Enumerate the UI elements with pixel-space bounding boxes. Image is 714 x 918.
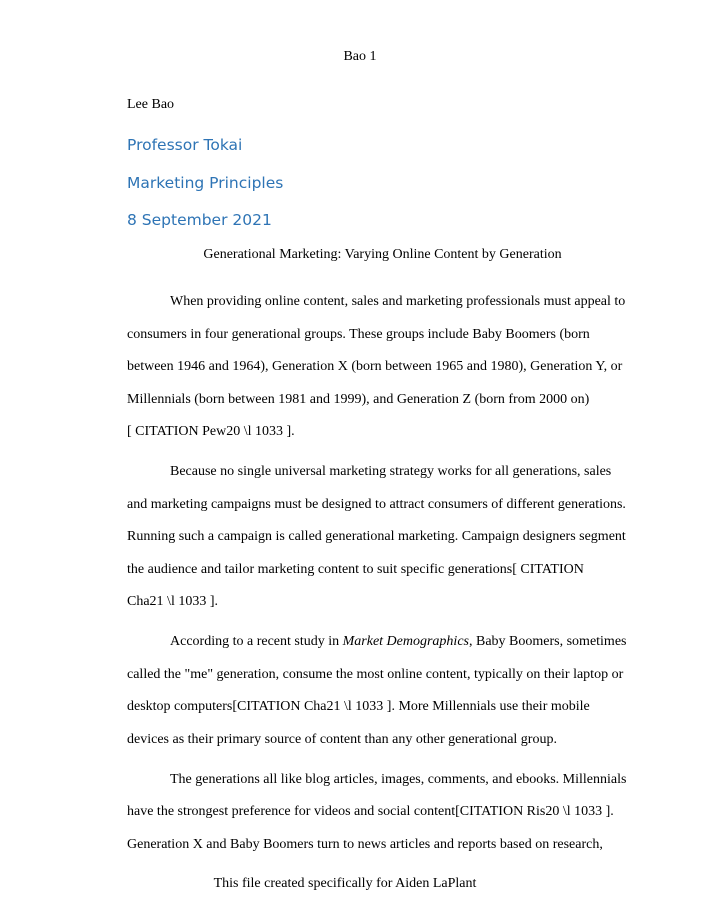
text-line: The generations all like blog articles, images, comments, and ebooks. Millennials bbox=[170, 771, 627, 787]
text-line: the audience and tailor marketing content to suit specific generations[ CITATION bbox=[127, 561, 584, 577]
paragraph-3 bbox=[127, 626, 632, 756]
document-date: 8 September 2021 bbox=[127, 211, 272, 229]
document-title: Generational Marketing: Varying Online Content by Generation bbox=[203, 247, 562, 262]
professor-name: Professor Tokai bbox=[127, 136, 243, 154]
text-line: Millennials (born between 1981 and 1999), and Generation Z (born from 2000 on) bbox=[127, 391, 590, 407]
text-line: and marketing campaigns must be designed to attract consumers of different generations. bbox=[127, 496, 626, 512]
text-segment: According to a recent study in bbox=[170, 634, 343, 649]
text-line: called the "me" generation, consume the most online content, typically on their laptop or bbox=[127, 666, 624, 682]
page-footer: This file created specifically for Aiden LaPlant bbox=[213, 876, 477, 891]
text-line: devices as their primary source of content than any other generational group. bbox=[127, 731, 557, 747]
text-line: Because no single universal marketing strategy works for all generations, sales bbox=[170, 464, 612, 479]
page-header-number: Bao 1 bbox=[343, 49, 377, 64]
citation-line: Cha21 \l 1033 ]. bbox=[127, 594, 218, 609]
text-line: between 1946 and 1964), Generation X (born between 1965 and 1980), Generation Y, or bbox=[127, 359, 623, 374]
text-line bbox=[127, 626, 632, 659]
text-segment: , Baby Boomers, sometimes bbox=[469, 634, 627, 649]
author-name: Lee Bao bbox=[127, 97, 175, 112]
text-line: consumers in four generational groups. These groups include Baby Boomers (born bbox=[127, 326, 590, 342]
citation-line: [ CITATION Pew20 \l 1033 ]. bbox=[127, 424, 295, 439]
document-body bbox=[127, 286, 632, 869]
publication-title: Market Demographics bbox=[342, 634, 469, 649]
text-line: Running such a campaign is called generational marketing. Campaign designers segment bbox=[127, 529, 626, 544]
text-line: Generation X and Baby Boomers turn to news articles and reports based on research, bbox=[127, 836, 603, 852]
paragraph-2 bbox=[127, 456, 632, 619]
text-line: have the strongest preference for videos and social content[CITATION Ris20 \l 1033 ]. bbox=[127, 804, 614, 819]
paragraph-4 bbox=[127, 764, 632, 862]
course-name: Marketing Principles bbox=[127, 174, 284, 192]
paragraph-1 bbox=[127, 286, 632, 449]
text-line: desktop computers[CITATION Cha21 \l 1033 ]. More Millennials use their mobile bbox=[127, 699, 590, 714]
text-line: When providing online content, sales and marketing professionals must appeal to bbox=[170, 294, 626, 309]
